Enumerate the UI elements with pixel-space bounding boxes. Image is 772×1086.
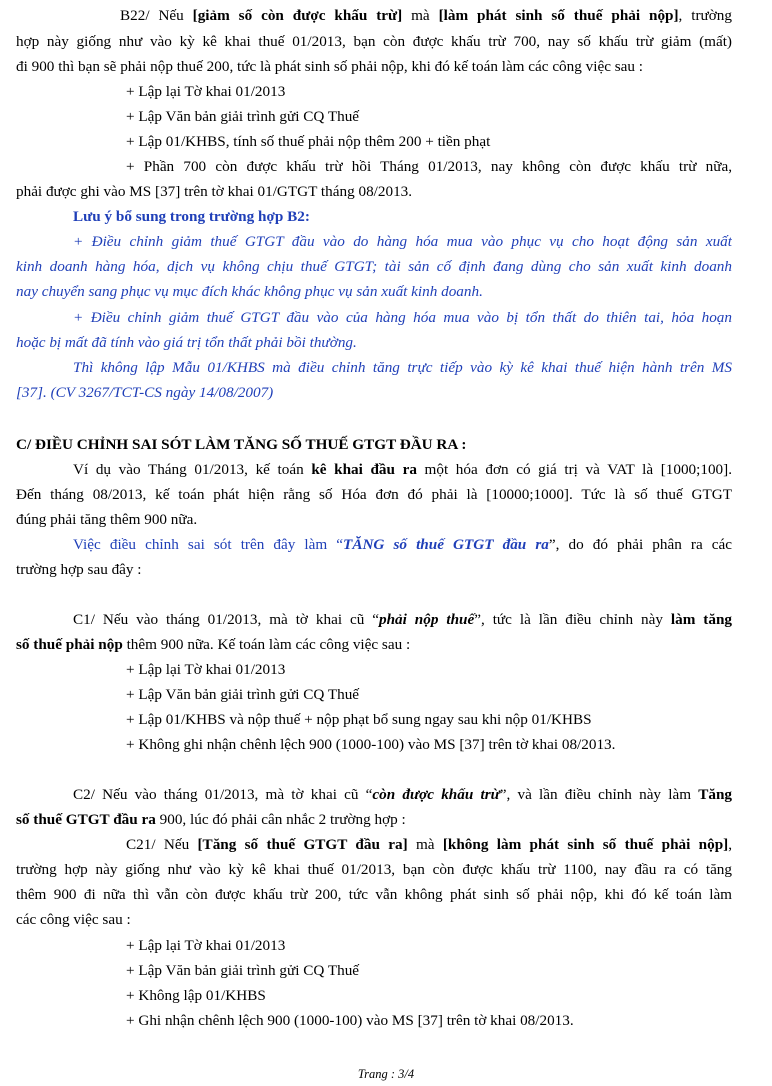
c1-bold-2: số thuế phải nộp (16, 636, 123, 653)
c21-conj: mà (407, 836, 443, 853)
c-example-bold: kê khai đầu ra (311, 461, 417, 478)
c21-line-2: trường hợp này giống như vào kỳ kê khai thuế 01/2013, bạn còn được khấu trừ 1100, nay đầu ra có tăng (16, 861, 732, 878)
c-example-line-3: đúng phải tăng thêm 900 nữa. (16, 511, 198, 528)
c21-item-3: + Không lập 01/KHBS (126, 987, 266, 1004)
c1-bold: làm tăng (670, 611, 732, 628)
page-number: Trang : 3/4 (357, 1067, 415, 1081)
c21-condition-1: [Tăng số thuế GTGT đầu ra] (197, 836, 408, 853)
c21-line-3: thêm 900 đi nữa thì vẫn còn được khấu trừ 200, tức vẫn không phát sinh số phải nộp, khi đó kế toán làm (16, 886, 732, 903)
c2-line-1 (73, 786, 732, 804)
c2-prefix: C2/ Nếu vào tháng 01/2013, mà tờ khai cũ “ (73, 786, 373, 803)
b22-prefix: B22/ Nếu (120, 7, 193, 24)
note-p1-line-3: nay chuyển sang phục vụ mục đích khác không phục vụ sản xuất kinh doanh. (16, 283, 483, 300)
c2-line-2 (16, 811, 406, 829)
c-adjust-line-1 (73, 536, 732, 554)
c21-item-4: + Ghi nhận chênh lệch 900 (1000-100) vào MS [37] trên tờ khai 08/2013. (126, 1012, 574, 1029)
c21-prefix: C21/ Nếu (126, 836, 198, 853)
c2-bold: Tăng (698, 786, 732, 803)
c2-bold-2: số thuế GTGT đầu ra (16, 811, 156, 828)
c1-item-2: + Lập Văn bản giải trình gửi CQ Thuế (126, 686, 360, 703)
c2-tail: 900, lúc đó phải cân nhắc 2 trường hợp : (155, 811, 406, 828)
c1-mid: ”, tức là lần điều chỉnh này (474, 611, 671, 628)
c1-item-3: + Lập 01/KHBS và nộp thuế + nộp phạt bổ sung ngay sau khi nộp 01/KHBS (126, 711, 592, 728)
note-p1-line-1: + Điều chỉnh giảm thuế GTGT đầu vào do hàng hóa mua vào phục vụ cho hoạt động sản xuất (73, 233, 732, 250)
b22-line-2: hợp này giống như vào kỳ kê khai thuế 01/2013, bạn còn được khấu trừ 700, nay số khấu trừ giảm (mất) (16, 33, 732, 50)
c-example-line-1 (73, 461, 732, 479)
b22-line-3: đi 900 thì bạn sẽ phải nộp thuế 200, tức là phát sinh số phải nộp, khi đó kế toán làm các công việc sau : (16, 58, 643, 75)
c-adjust-tail: ”, do đó phải phân ra các (548, 536, 732, 553)
c2-mid: ”, và lần điều chỉnh này làm (499, 786, 699, 803)
b22-tail: , trường (678, 7, 732, 24)
c-example-text: Ví dụ vào Tháng 01/2013, kế toán (73, 461, 312, 478)
c21-tail: , (728, 836, 732, 853)
note-p2-line-1: + Điều chỉnh giảm thuế GTGT đầu vào của hàng hóa mua vào bị tổn thất do thiên tai, hỏa hoạn (73, 309, 732, 326)
section-c-heading: C/ ĐIỀU CHỈNH SAI SÓT LÀM TĂNG SỐ THUẾ GTGT ĐẦU RA : (16, 436, 467, 453)
note-p2-line-2: hoặc bị mất đã tính vào giá trị tổn thất phải bồi thường. (16, 334, 357, 351)
b22-item-1: + Lập lại Tờ khai 01/2013 (126, 83, 286, 100)
c1-item-4: + Không ghi nhận chênh lệch 900 (1000-100) vào MS [37] trên tờ khai 08/2013. (126, 736, 616, 753)
c1-line-1 (73, 611, 732, 629)
b22-conj: mà (402, 7, 439, 24)
b22-line-8: phải được ghi vào MS [37] trên tờ khai 01/GTGT tháng 08/2013. (16, 183, 413, 200)
c21-item-2: + Lập Văn bản giải trình gửi CQ Thuế (126, 962, 360, 979)
b22-item-3: + Lập 01/KHBS, tính số thuế phải nộp thêm 200 + tiền phạt (126, 133, 491, 150)
c1-prefix: C1/ Nếu vào tháng 01/2013, mà tờ khai cũ “ (73, 611, 379, 628)
c21-line-4: các công việc sau : (16, 911, 131, 928)
b22-condition-2: [làm phát sinh số thuế phải nộp] (438, 7, 679, 24)
note-title: Lưu ý bổ sung trong trường hợp B2: (73, 208, 310, 225)
note-p1-line-2: kinh doanh hàng hóa, dịch vụ không chịu thuế GTGT; tài sản cố định đang dùng cho sản xuất kinh doanh (16, 258, 732, 275)
c1-quoted: phải nộp thuế (379, 611, 475, 628)
c21-condition-2: [không làm phát sinh số thuế phải nộp] (442, 836, 729, 853)
c1-tail: thêm 900 nữa. Kế toán làm các công việc sau : (122, 636, 411, 653)
c-example-tail: một hóa đơn có giá trị và VAT là [1000;100]. (416, 461, 732, 478)
c1-item-1: + Lập lại Tờ khai 01/2013 (126, 661, 286, 678)
c21-line-1 (126, 836, 732, 854)
b22-item-4: + Phần 700 còn được khấu trừ hồi Tháng 01/2013, nay không còn được khấu trừ nữa, (126, 158, 732, 175)
note-p3-line-2: [37]. (CV 3267/TCT-CS ngày 14/08/2007) (16, 384, 274, 401)
b22-condition-1: [giảm số còn được khấu trừ] (192, 7, 403, 24)
c1-line-2 (16, 636, 410, 654)
c-adjust-text: Việc điều chỉnh sai sót trên đây làm “ (73, 536, 344, 553)
c-adjust-emphasis: TĂNG số thuế GTGT đầu ra (343, 536, 549, 553)
c-example-line-2: Đến tháng 08/2013, kế toán phát hiện rằng số Hóa đơn đó phải là [10000;1000]. Tức là số thuế GTGT (16, 486, 732, 503)
c21-item-1: + Lập lại Tờ khai 01/2013 (126, 937, 286, 954)
note-p3-line-1: Thì không lập Mẫu 01/KHBS mà điều chỉnh tăng trực tiếp vào kỳ kê khai thuế hiện hành trên MS (73, 359, 732, 376)
b22-item-2: + Lập Văn bản giải trình gửi CQ Thuế (126, 108, 360, 125)
b22-line-1 (120, 7, 732, 25)
c2-quoted: còn được khấu trừ (372, 786, 500, 803)
c-adjust-line-2: trường hợp sau đây : (16, 561, 142, 578)
